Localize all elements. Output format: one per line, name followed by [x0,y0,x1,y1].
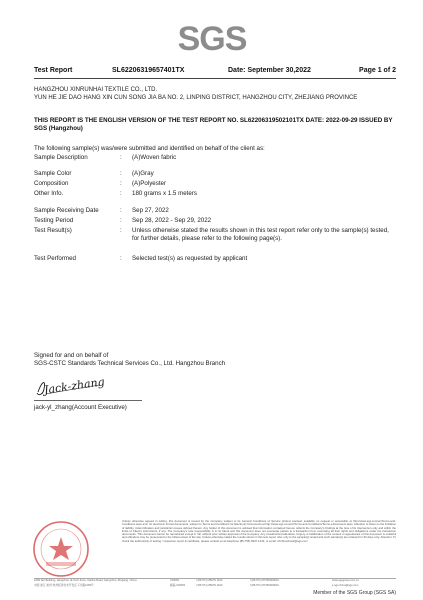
header-divider [34,78,396,79]
sgs-group-member-note: Member of the SGS Group (SGS SA) [313,590,396,596]
field-colon: : [120,190,122,197]
general-conditions-text: Unless otherwise agreed in writing, this document is issued by the Company subject to its General Conditions of Service printed overleaf, available on request or accessible at http://www.sgs.com/en/Terms-and-Conditions.aspx and, for electronic format documents, subject to Terms and Conditions for Electronic Documents at http://www.sgs.com/en/Terms-and-Conditions/Terms-e-Document.aspx. Attention is drawn to the limitation of liability, indemnification and jurisdiction issues defined therein. Any holder of this document is advised that information contained hereon reflects the Company's findings at the time of its intervention only and within the limits of Client's instructions, if any. The Company's sole responsibility is to its Client and this document does not exonerate parties to a transaction from exercising all their rights and obligations under the transaction documents. This document cannot be reproduced except in full, without prior written approval of the Company. Any unauthorized alteration, forgery or falsification of the content or appearance of this document is unlawful and offenders may be prosecuted to the fullest extent of the law. Unless otherwise stated the results shown in this test report refer only to the sample(s) tested and such sample(s) are retained for 30 days only. Attention: To check the authenticity of testing / inspection report & certificate, please contact us at telephone (86-755) 8307 1443, or email: CN.Doccheck@sgs.com [122,519,396,543]
field-value: (A)Polyester [132,180,167,187]
footer-email: e sgs.china@sgs.com [332,584,359,587]
footer-tel: t (86-571) 88279 1100 [196,579,223,582]
signature-line [34,400,142,401]
client-address: YUN HE JIE DAO HANG XIN CUN SONG JIA BA NO. 2, LINPING DISTRICT, HANGZHOU CITY, ZHEJIANG PROVINCE [34,95,358,101]
field-colon: : [120,217,122,224]
signer-name: jack-yl_zhang(Account Executive) [34,404,127,411]
field-colon: : [120,180,122,187]
page-indicator: Page 1 of 2 [359,67,396,74]
field-label: Sample Description [34,154,88,161]
footer-address: 1283 Not Building, Hangzhou Hi-Tech Zone, Xiasha Road, Hangzhou, Zhejiang, China [34,579,137,582]
handwritten-signature [34,373,106,399]
field-label: Composition [34,180,69,187]
field-value: 180 grams x 1.5 meters [132,190,197,197]
field-value: Unless otherwise stated the results shown in this test report refer only to the sample(s) tested, for further details, please refer to the following page(s). [132,227,389,242]
report-header [34,67,396,77]
field-colon: : [120,227,122,234]
footer-web: www.sgsgroup.com.cn [332,579,359,582]
signature-graphic [34,373,106,399]
footer-fax: f (86-571) 87250000001 [250,579,279,582]
field-colon: : [120,154,122,161]
footer-address-cn [34,584,396,589]
report-date: Date: September 30,2022 [228,67,311,74]
field-colon: : [120,255,122,262]
svg-text:SGS: SGS [177,20,247,58]
signature-text: Jack-zhang [43,375,106,397]
seal-stamp [32,520,90,578]
field-label: Sample Color [34,170,72,177]
report-label: Test Report [34,67,73,74]
field-value: (A)Woven fabric [132,154,177,161]
field-label: Test Result(s) [34,227,72,234]
field-label: Sample Receiving Date [34,207,99,214]
report-number: SL62206319657401TX [112,67,185,74]
footer-postcode: 邮编:310052 [170,584,186,587]
field-value: Sep 28, 2022 - Sep 29, 2022 [132,217,212,224]
field-colon: : [120,170,122,177]
footer-address: 中国·浙江·杭州·杭州经济技术开发区下沙路1283号 [34,584,94,587]
field-colon: : [120,207,122,214]
footer-postcode: 310052 [170,579,179,582]
field-label: Testing Period [34,217,74,224]
signed-on-behalf-line: Signed for and on behalf of [34,352,109,359]
sgs-logo [177,16,247,58]
sgs-logo-mark [177,16,247,58]
client-name: HANGZHOU XINRUNHAI TEXTILE CO., LTD. [34,87,158,93]
field-label: Test Performed [34,255,76,262]
signed-block [34,352,334,368]
star-icon [49,537,73,560]
field-value: Selected test(s) as requested by applicant [132,255,248,262]
footer-fax: f (86-571) 87250000001 [250,584,279,587]
field-value: Sep 27, 2022 [132,207,169,214]
signing-company: SGS-CSTC Standards Technical Services Co., Ltd. Hangzhou Branch [34,360,226,367]
footer-tel: t (86-571) 88279 1100 [196,584,223,587]
english-version-notice: THIS REPORT IS THE ENGLISH VERSION OF THE TEST REPORT NO. SL62206319502101TX DATE: 2022-09-29 ISSUED BY SGS (Hangzhou) [34,117,393,132]
field-label: Other Info. [34,190,64,197]
field-value: (A)Gray [132,170,154,177]
client-info [34,86,396,102]
intro-text: The following sample(s) was/were submitted and identified on behalf of the client as: [34,145,265,152]
inspection-seal [32,520,90,578]
